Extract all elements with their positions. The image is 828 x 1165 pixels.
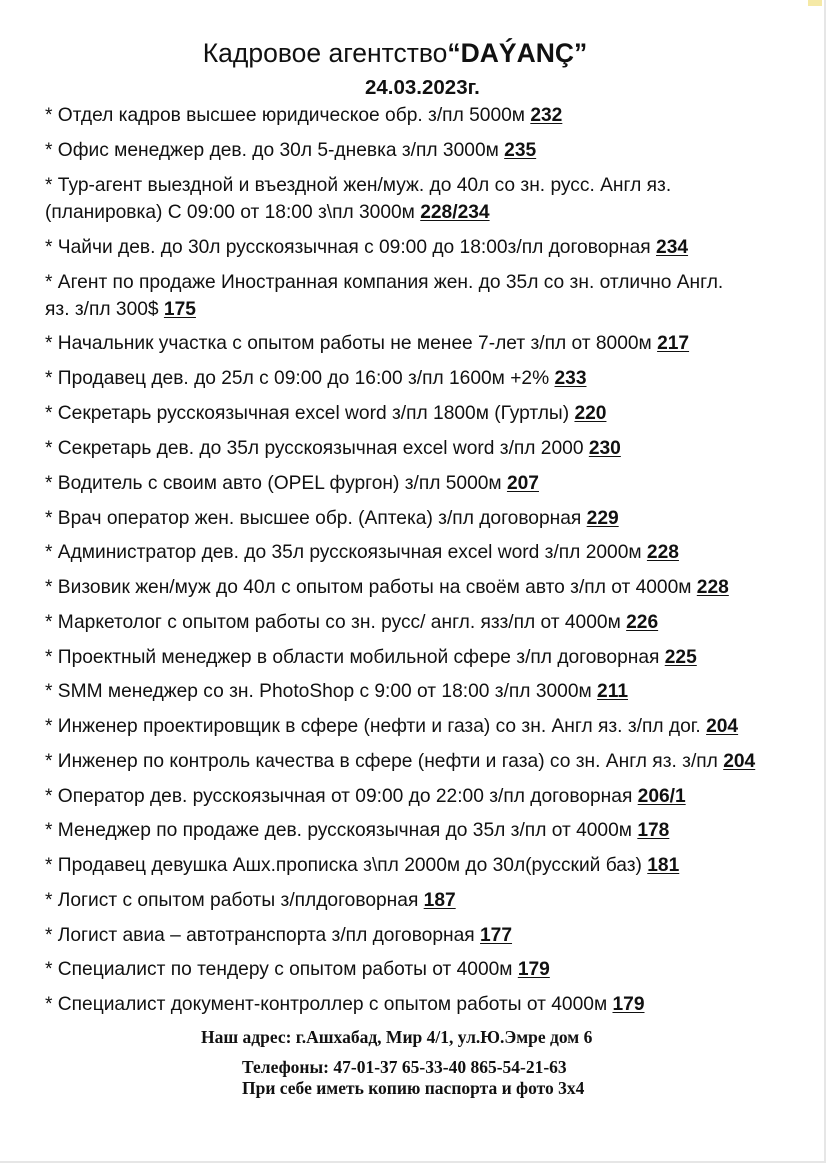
footer-note: При себе иметь копию паспорта и фото 3x4 <box>242 1078 585 1098</box>
job-code: 230 <box>588 438 621 459</box>
job-code: 228 <box>646 542 679 563</box>
job-code: 220 <box>574 403 607 424</box>
listing-line: * Агент по продаже Иностранная компания жен. до 35л со зн. отлично Англ. <box>45 272 724 293</box>
job-code: 178 <box>637 820 670 841</box>
listing-line: (планировка) С 09:00 от 18:00 з\пл 3000м 228/234 <box>45 202 490 223</box>
listing-line: * Инженер по контроль качества в сфере (нефти и газа) со зн. Англ яз. з/пл 204 <box>45 751 756 772</box>
listing-line: * Инженер проектировщик в сфере (нефти и газа) со зн. Англ яз. з/пл дог. 204 <box>45 716 739 737</box>
job-code: 235 <box>504 140 537 161</box>
job-code: 177 <box>480 925 513 946</box>
listing-line: * Врач оператор жен. высшее обр. (Аптека) з/пл договорная 229 <box>45 508 619 529</box>
listing-line: * Маркетолог с опытом работы со зн. русс/ англ. язз/пл от 4000м 226 <box>45 612 659 633</box>
job-code: 217 <box>657 333 690 354</box>
listing-line: * Визовик жен/муж до 40л с опытом работы на своём авто з/пл от 4000м 228 <box>45 577 729 598</box>
listing-line: * Чайчи дев. до 30л русскоязычная с 09:00 до 18:00з/пл договорная 234 <box>45 237 689 258</box>
agency-brand: “DAÝANÇ” <box>447 38 588 68</box>
job-code: 181 <box>647 855 680 876</box>
footer-phones: Телефоны: 47-01-37 65-33-40 865-54-21-63 <box>242 1057 567 1077</box>
listing-line: * Логист с опытом работы з/плдоговорная 187 <box>45 890 456 911</box>
job-code: 228 <box>696 577 729 598</box>
listing-line: * Логист авиа – автотранспорта з/пл договорная 177 <box>45 925 513 946</box>
job-code: 233 <box>554 368 587 389</box>
job-code: 179 <box>612 994 645 1015</box>
job-code: 234 <box>656 237 689 258</box>
page-title <box>0 36 790 70</box>
listing-line: яз. з/пл 300$ 175 <box>45 299 196 320</box>
job-code: 206/1 <box>637 786 686 807</box>
listing-line: * Продавец дев. до 25л с 09:00 до 16:00 з/пл 1600м +2% 233 <box>45 368 587 389</box>
listing-line: * Секретарь русскоязычная excel word з/пл 1800м (Гуртлы) 220 <box>45 403 607 424</box>
job-code: 229 <box>586 508 619 529</box>
listing-line: * Водитель с своим авто (OPEL фургон) з/пл 5000м 207 <box>45 473 539 494</box>
listing-line: * Администратор дев. до 35л русскоязычная excel word з/пл 2000м 228 <box>45 542 679 563</box>
listing-line: * Офис менеджер дев. до 30л 5-дневка з/пл 3000м 235 <box>45 140 537 161</box>
listing-line: * Менеджер по продаже дев. русскоязычная до 35л з/пл от 4000м 178 <box>45 820 670 841</box>
title-prefix: Кадровое агентство <box>202 38 448 68</box>
listing-line: * Секретарь дев. до 35л русскоязычная excel word з/пл 2000 230 <box>45 438 621 459</box>
job-code: 226 <box>626 612 659 633</box>
job-code: 211 <box>597 681 628 702</box>
publication-date: 24.03.2023г. <box>365 76 480 99</box>
listing-line: * SMM менеджер со зн. PhotoShop с 9:00 от 18:00 з/пл 3000м 211 <box>45 681 628 702</box>
listing-line: * Проектный менеджер в области мобильной сфере з/пл договорная 225 <box>45 647 697 668</box>
footer-address: Наш адрес: г.Ашхабад, Мир 4/1, ул.Ю.Эмре дом 6 <box>201 1027 593 1047</box>
job-code: 204 <box>706 716 739 737</box>
listing-line: * Тур-агент выездной и въездной жен/муж. до 40л со зн. русс. Англ яз. <box>45 175 672 196</box>
job-code: 175 <box>163 299 196 320</box>
listing-line: * Начальник участка с опытом работы не менее 7-лет з/пл от 8000м 217 <box>45 333 690 354</box>
listing-line: * Оператор дев. русскоязычная от 09:00 до 22:00 з/пл договорная 206/1 <box>45 786 686 807</box>
job-code: 207 <box>506 473 539 494</box>
listing-line: * Специалист по тендеру с опытом работы от 4000м 179 <box>45 959 550 980</box>
job-code: 228/234 <box>420 202 490 223</box>
job-code: 232 <box>530 105 563 126</box>
listing-line: * Продавец девушка Ашх.прописка з\пл 2000м до 30л(русский баз) 181 <box>45 855 680 876</box>
listing-line: * Отдел кадров высшее юридическое обр. з/пл 5000м 232 <box>45 105 563 126</box>
job-code: 225 <box>664 647 697 668</box>
job-code: 204 <box>723 751 756 772</box>
job-code: 179 <box>517 959 550 980</box>
job-code: 187 <box>423 890 456 911</box>
listing-line: * Специалист документ-контроллер с опытом работы от 4000м 179 <box>45 994 645 1015</box>
highlight-marker <box>808 0 822 6</box>
